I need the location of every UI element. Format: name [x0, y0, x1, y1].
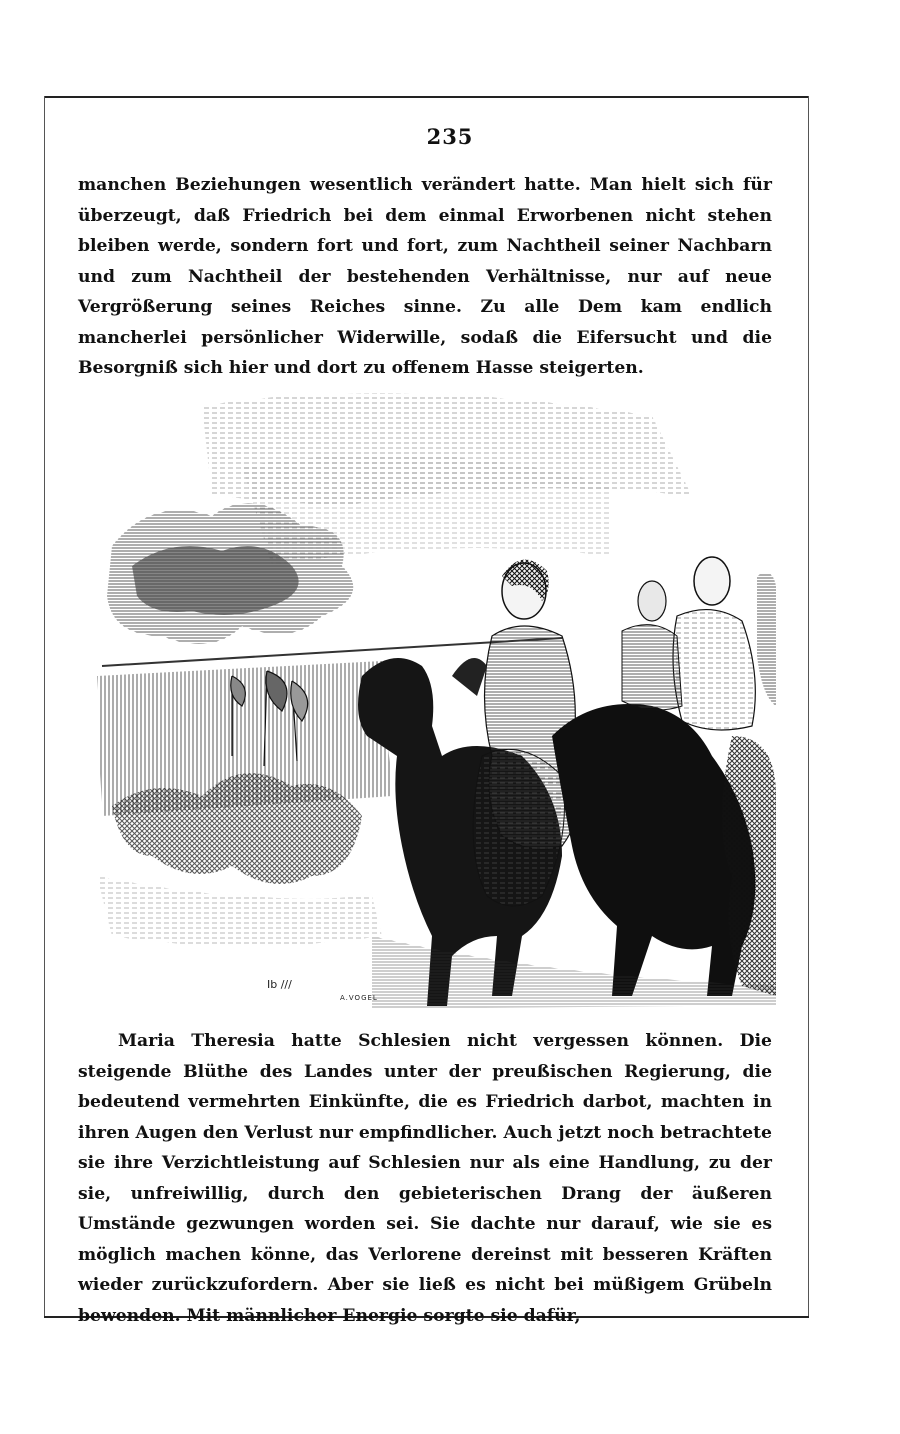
- companion-riders: [622, 557, 776, 730]
- page-frame-left: [44, 96, 45, 1318]
- signature-right: A.VOGEL: [340, 994, 378, 1002]
- smoke-cloud-dark: [132, 546, 299, 615]
- page-number: 235: [426, 124, 474, 149]
- page-frame-right: [808, 96, 809, 1318]
- ground-left: [97, 876, 382, 946]
- page-frame-top: [44, 96, 809, 98]
- signature-left: Ib ///: [267, 978, 292, 991]
- paragraph-1: manchen Beziehungen wesentlich verändert hatte. Man hielt sich für überzeugt, daß Friedrich bei dem einmal Erworbenen nicht stehen bleiben werde, sondern fort und fort, zum Nachtheil seiner Nachbarn und zum Nachtheil der bestehenden Verhältnisse, nur auf neue Vergrößerung seines Reiches sinne. Zu alle Dem kam endlich mancherlei persönlicher Widerwille, sodaß die Eifersucht und die Besorgniß sich hier und dort zu offenem Hasse steigerten.: [78, 175, 772, 378]
- paragraph-2: Maria Theresia hatte Schlesien nicht vergessen können. Die steigende Blüthe des Landes unter der preußischen Regierung, die bedeutend vermehrten Einkünfte, die es Friedrich darbot, machten in ihren Augen den Verlust nur empfindlicher. Auch jetzt noch betrachtete sie ihre Verzichtleistung auf Schlesien nur als eine Handlung, zu der sie, unfreiwillig, durch den gebieterischen Drang der äußeren Umstände gezwungen worden sei. Sie dachte nur darauf, wie sie es möglich machen könne, das Verlorene dereinst mit besseren Kräften wieder zurückzufordern. Aber sie ließ es nicht bei müßigem Grübeln bewenden. Mit männlicher Energie sorgte sie dafür,: [78, 1031, 772, 1326]
- engraving-illustration: [92, 376, 776, 1012]
- horsemen-left: [112, 773, 362, 884]
- engraving-svg: [92, 376, 776, 1012]
